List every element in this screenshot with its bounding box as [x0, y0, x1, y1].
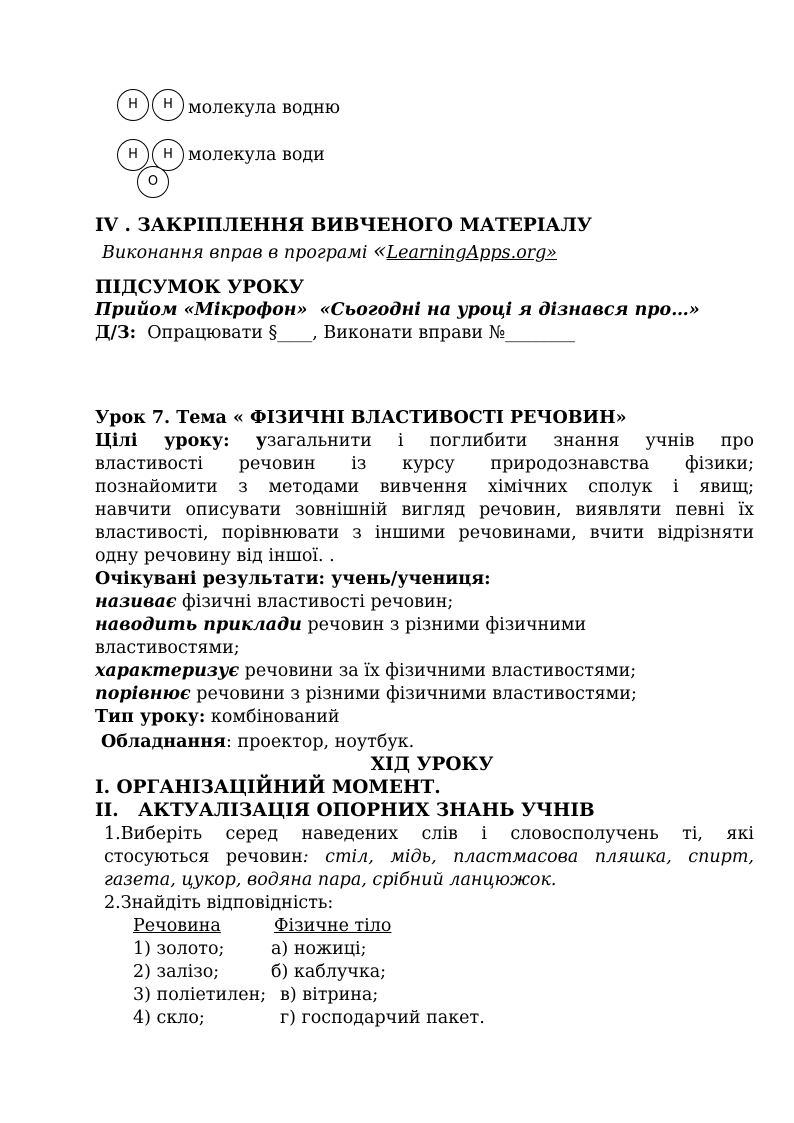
- result-item: [95, 637, 240, 660]
- result-item: [95, 660, 636, 683]
- column-header-body: Фізичне тіло: [274, 916, 392, 936]
- result-verb: порівнює: [95, 684, 191, 704]
- water-molecule-label: молекула води: [188, 145, 325, 165]
- homework-line: [95, 322, 575, 345]
- pair-left: 4) скло;: [133, 1008, 205, 1028]
- expected-results-heading: Очікувані результати: учень/учениця:: [95, 569, 491, 589]
- hydrogen-molecule-label: молекула водню: [188, 98, 341, 118]
- equipment: [101, 731, 414, 754]
- result-text: речовини з різними фізичними властивостями;: [190, 684, 637, 704]
- result-item: [95, 683, 637, 706]
- hydrogen-atom: H: [117, 89, 149, 121]
- lesson-type-value: комбінований: [205, 707, 340, 727]
- quote-open: «: [373, 239, 387, 264]
- lesson-type-label: Тип уроку:: [95, 707, 206, 727]
- goals-line-5: властивості, порівнювати з іншими речовинами, вчити відрізняти: [95, 523, 754, 543]
- part-1-heading: І. ОРГАНІЗАЦІЙНИЙ МОМЕНТ.: [95, 777, 441, 798]
- question-1-line-2: [104, 846, 754, 869]
- hydrogen-atom: H: [152, 89, 184, 121]
- goals-text: загальнити і поглибити знання учнів про: [266, 431, 754, 451]
- hydrogen-atom: H: [152, 139, 184, 171]
- column-header-substance: Речовина: [133, 916, 221, 936]
- result-item: [95, 591, 453, 614]
- lesson-title: Урок 7. Тема « ФІЗИЧНІ ВЛАСТИВОСТІ РЕЧОВИН»: [95, 408, 627, 428]
- hydrogen-atom: H: [117, 139, 149, 171]
- goals-line-3: познайомити з методами вивчення хімічних сполук і явищ;: [95, 477, 754, 497]
- question-2: 2.Знайдіть відповідність:: [104, 893, 334, 913]
- pair-left: 3) поліетилен;: [133, 985, 267, 1005]
- result-verb: характеризує: [95, 661, 240, 681]
- equipment-label: Обладнання: [101, 732, 226, 752]
- summary-heading: ПІДСУМОК УРОКУ: [95, 277, 305, 298]
- result-verb: називає: [95, 592, 177, 612]
- q1-normal: стосуються речовин: [104, 847, 303, 867]
- goals-line-4: навчити описувати зовнішній вигляд речовин, виявляти певні їх: [95, 500, 754, 520]
- part-2-heading: [95, 799, 595, 822]
- result-item: [95, 614, 586, 637]
- homework-text: Опрацювати §____, Виконати вправи №________: [147, 323, 576, 343]
- pair-left: 2) залізо;: [133, 962, 220, 982]
- part-2-title: АКТУАЛІЗАЦІЯ ОПОРНИХ ЗНАНЬ УЧНІВ: [138, 800, 595, 821]
- pair-right: а) ножиці;: [271, 939, 367, 959]
- pair-right: б) каблучка;: [271, 962, 387, 982]
- method-text: «Сьогодні на уроці я дізнався про…»: [319, 300, 700, 320]
- part-2-number: ІІ.: [95, 800, 119, 821]
- summary-method: [95, 299, 700, 322]
- section-4-task: [102, 240, 557, 265]
- result-verb: наводить приклади: [95, 615, 302, 635]
- goals-line-6: одну речовину від іншої. .: [95, 546, 335, 566]
- result-text: речовини за їх фізичними властивостями;: [239, 661, 637, 681]
- result-text: речовин з різними фізичними: [301, 615, 587, 635]
- homework-label: Д/З:: [95, 323, 137, 343]
- task-prefix: Виконання вправ в програмі: [102, 243, 374, 263]
- goals-line-2: властивості речовин із курсу природознавства фізики;: [95, 454, 754, 474]
- method-label: Прийом «Мікрофон»: [95, 300, 308, 320]
- result-text: властивостями;: [95, 638, 240, 658]
- lesson-type: [95, 706, 340, 729]
- section-4-heading: IV . ЗАКРІПЛЕННЯ ВИВЧЕНОГО МАТЕРІАЛУ: [95, 215, 592, 236]
- equipment-value: : проектор, ноутбук.: [225, 732, 415, 752]
- question-1-line-3: газета, цукор, водяна пара, срібний ланцюжок.: [104, 870, 557, 890]
- pair-left: 1) золото;: [133, 939, 225, 959]
- pair-right: в) вітрина;: [280, 985, 379, 1005]
- goals-line-1: [95, 430, 754, 453]
- goals-first-letter: у: [255, 431, 267, 451]
- q1-italic: : стіл, мідь, пластмасова пляшка, спирт,: [302, 847, 754, 867]
- course-heading: ХІД УРОКУ: [370, 754, 494, 775]
- question-1-line-1: 1.Виберіть серед наведених слів і словосполучень ті, які: [104, 824, 754, 844]
- oxygen-atom: O: [137, 166, 169, 198]
- pair-right: г) господарчий пакет.: [280, 1008, 485, 1028]
- learningapps-link[interactable]: LearningApps.org»: [386, 243, 558, 263]
- result-text: фізичні властивості речовин;: [176, 592, 454, 612]
- goals-label: Цілі уроку:: [95, 431, 230, 451]
